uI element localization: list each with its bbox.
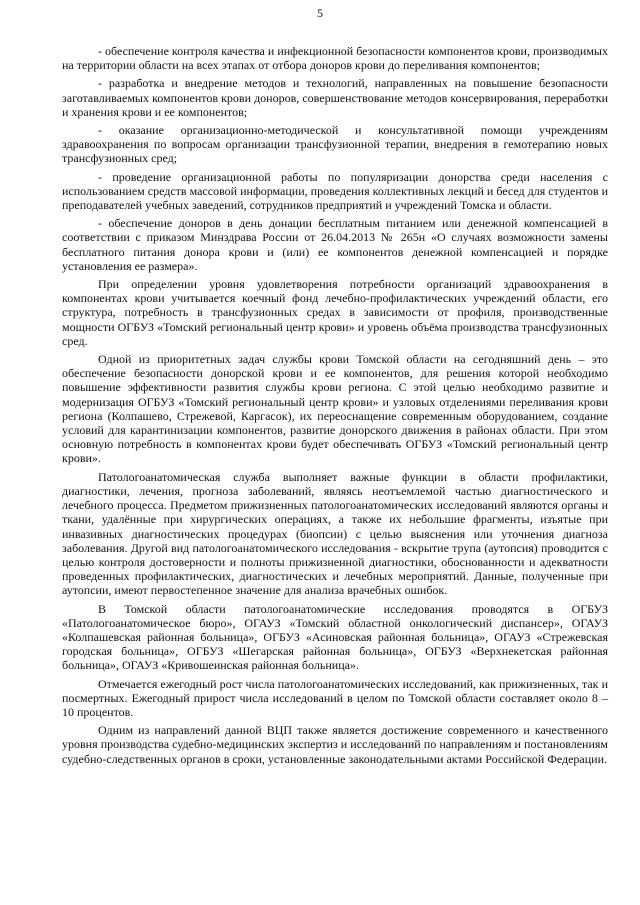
- paragraph-pathology-institutions: В Томской области патологоанатомические исследования проводятся в ОГБУЗ «Патологоанатомическое бюро», ОГАУЗ «Томский областной онкологический диспансер», ОГАУЗ «Колпашевская районная больница», ОГБУЗ «Асиновская районная больница», ОГАУЗ «Стрежевская городская больница», ОГБУЗ «Шегарская районная больница», ОГБУЗ «Верхнекетская районная больница», ОГАУЗ «Кривошеинская районная больница».: [62, 601, 608, 673]
- paragraph-methodical-assistance: - оказание организационно-методической и консультативной помощи учреждениям здравоохранения по вопросам организации трансфузионной терапии, внедрения в гемотерапию новых трансфузионных сред;: [62, 123, 608, 166]
- paragraph-research-growth: Отмечается ежегодный рост числа патологоанатомических исследований, как прижизненных, так и посмертных. Ежегодный прирост числа исследований в целом по Томской области составляет около 8 – 10 процентов.: [62, 676, 608, 719]
- paragraph-pathology-service: Патологоанатомическая служба выполняет важные функции в области профилактики, диагностики, лечения, прогноза заболеваний, являясь неотъемлемой частью диагностического и лечебного процесса. Предметом прижизненных патологоанатомических исследований являются органы и ткани, удалённые при хирургических операциях, а также их небольшие фрагменты, изъятые при инвазивных диагностических процедурах (биопсии) с целью выяснения или уточнения диагноза заболевания. Другой вид патологоанатомического исследования - вскрытие трупа (аутопсия) проводится с целью контроля достоверности и полноты прижизненной диагностики, обоснованности и адекватности проведенных профилактических, диагностических и лечебных мероприятий. Данные, полученные при аутопсии, имеют первостепенное значение для анализа врачебных ошибок.: [62, 469, 608, 598]
- paragraph-donor-meals: - обеспечение доноров в день донации бесплатным питанием или денежной компенсацией в соответствии с приказом Минздрава России от 26.04.2013 № 265н «О случаях возможности замены бесплатного питания донора крови и (или) ее компонентов денежной компенсацией и порядке установления ее размера».: [62, 216, 608, 273]
- paragraph-methods-development: - разработка и внедрение методов и технологий, направленных на повышение безопасности заготавливаемых компонентов крови доноров, совершенствование методов консервирования, переработки и хранения крови и ее компонентов;: [62, 76, 608, 119]
- paragraph-donation-popularization: - проведение организационной работы по популяризации донорства среди населения с использованием средств массовой информации, проведения коллективных лекций и бесед для студентов и преподавателей учебных заведений, сотрудников предприятий и учреждений Томска и области.: [62, 169, 608, 213]
- page-number: 5: [317, 6, 323, 20]
- document-body: [62, 44, 608, 770]
- paragraph-needs-assessment: При определении уровня удовлетворения потребности организаций здравоохранения в компонентах крови учитывается коечный фонд лечебно-профилактических учреждений области, его структура, потребность в трансфузионных средах в зависимости от профиля, производственные мощности ОГБУЗ «Томский региональный центр крови» и уровень объёма производства трансфузионных сред.: [62, 277, 608, 348]
- paragraph-forensic-expertise: Одним из направлений данной ВЦП также является достижение современного и качественного уровня производства судебно-медицинских экспертиз и исследований по направлениям и постановлениям судебно-следственных органов в сроки, установленные законодательными актами Российской Федерации.: [62, 723, 608, 766]
- paragraph-quality-control: - обеспечение контроля качества и инфекционной безопасности компонентов крови, производимых на территории области на всех этапах от отбора доноров крови до переливания компонентов;: [62, 44, 608, 73]
- paragraph-blood-safety: Одной из приоритетных задач службы крови Томской области на сегодняшний день – это обеспечение безопасности донорской крови и ее компонентов, для решения которой необходимо повышение эффективности развития службы крови региона. С этой целью необходимо развитие и модернизация ОГБУЗ «Томский региональный центр крови» и узловых отделениями переливания крови региона (Колпашево, Стрежевой, Каргасок), их переоснащение современным оборудованием, создание условий для карантинизации компонентов, развитие донорского движения в районах области. При этом основную потребность в компонентах крови будет обеспечивать ОГБУЗ «Томский региональный центр крови».: [62, 352, 608, 466]
